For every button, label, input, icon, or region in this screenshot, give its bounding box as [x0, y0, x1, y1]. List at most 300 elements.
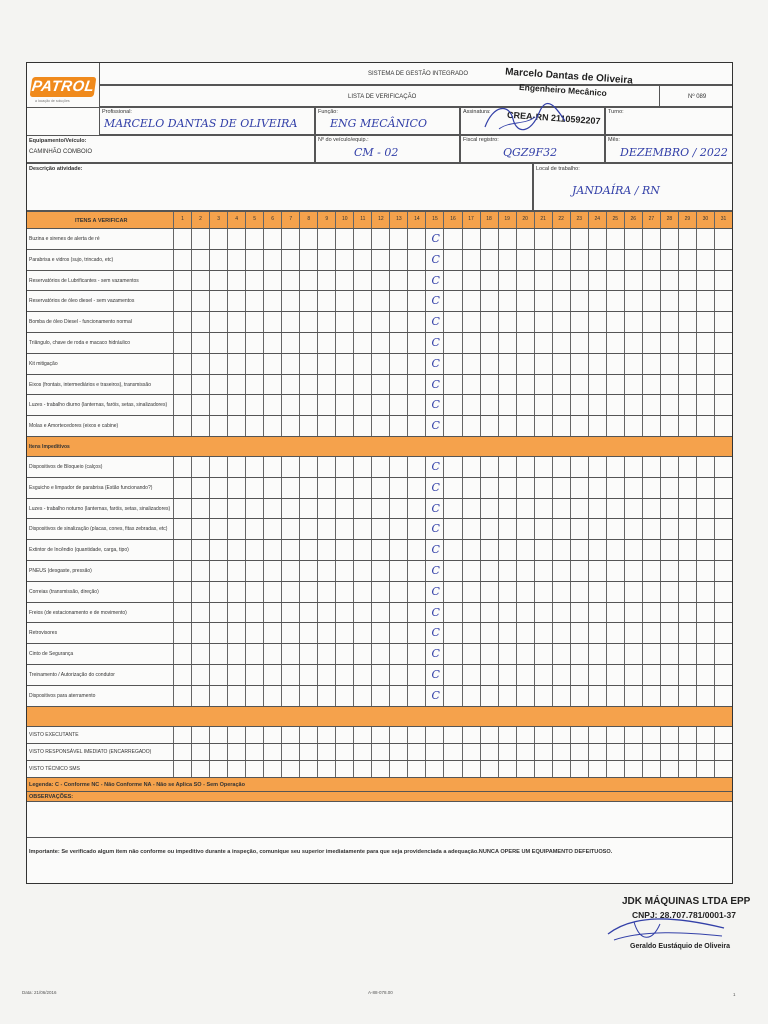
day-cell[interactable] — [714, 603, 732, 623]
day-cell[interactable] — [498, 416, 516, 436]
day-cell[interactable] — [588, 457, 606, 477]
day-cell[interactable] — [389, 312, 407, 332]
day-cell[interactable] — [516, 250, 534, 270]
day-cell[interactable] — [389, 291, 407, 311]
day-cell[interactable] — [263, 582, 281, 602]
day-cell[interactable] — [389, 416, 407, 436]
day-cell[interactable] — [462, 354, 480, 374]
day-cell[interactable] — [624, 623, 642, 643]
day-cell[interactable] — [371, 561, 389, 581]
day-cell[interactable] — [696, 395, 714, 415]
day-cell[interactable] — [443, 250, 461, 270]
day-cell[interactable] — [714, 686, 732, 706]
day-cell[interactable] — [281, 291, 299, 311]
day-cell[interactable] — [245, 457, 263, 477]
day-cell[interactable] — [173, 519, 191, 539]
day-cell[interactable] — [173, 603, 191, 623]
day-cell[interactable] — [696, 727, 714, 743]
day-cell[interactable] — [245, 354, 263, 374]
day-cell[interactable] — [245, 561, 263, 581]
day-cell[interactable] — [588, 761, 606, 777]
day-cell[interactable] — [714, 271, 732, 291]
day-cell[interactable] — [173, 354, 191, 374]
day-cell[interactable] — [425, 603, 443, 623]
day-cell[interactable] — [245, 582, 263, 602]
day-cell[interactable] — [317, 686, 335, 706]
day-cell[interactable] — [498, 375, 516, 395]
day-cell[interactable] — [570, 229, 588, 249]
day-cell[interactable] — [371, 519, 389, 539]
day-cell[interactable] — [263, 623, 281, 643]
day-cell[interactable] — [642, 229, 660, 249]
day-cell[interactable] — [335, 312, 353, 332]
day-cell[interactable] — [480, 519, 498, 539]
day-cell[interactable] — [389, 561, 407, 581]
day-cell[interactable] — [191, 686, 209, 706]
day-cell[interactable] — [516, 416, 534, 436]
day-cell[interactable] — [624, 291, 642, 311]
day-cell[interactable] — [245, 519, 263, 539]
day-cell[interactable] — [714, 540, 732, 560]
day-cell[interactable] — [245, 499, 263, 519]
day-cell[interactable] — [516, 665, 534, 685]
day-cell[interactable] — [353, 416, 371, 436]
day-cell[interactable] — [516, 291, 534, 311]
day-cell[interactable] — [407, 312, 425, 332]
day-cell[interactable] — [407, 561, 425, 581]
day-cell[interactable] — [660, 291, 678, 311]
day-cell[interactable] — [263, 499, 281, 519]
day-cell[interactable] — [425, 519, 443, 539]
day-cell[interactable] — [480, 686, 498, 706]
day-cell[interactable] — [678, 540, 696, 560]
day-cell[interactable] — [227, 312, 245, 332]
day-cell[interactable] — [552, 478, 570, 498]
day-cell[interactable] — [209, 416, 227, 436]
day-cell[interactable] — [570, 603, 588, 623]
day-cell[interactable] — [209, 457, 227, 477]
day-cell[interactable] — [660, 540, 678, 560]
day-cell[interactable] — [480, 312, 498, 332]
day-cell[interactable] — [281, 623, 299, 643]
day-cell[interactable] — [570, 744, 588, 760]
day-cell[interactable] — [425, 727, 443, 743]
day-cell[interactable] — [570, 519, 588, 539]
day-cell[interactable] — [299, 354, 317, 374]
day-cell[interactable] — [570, 727, 588, 743]
day-cell[interactable] — [552, 582, 570, 602]
day-cell[interactable] — [263, 519, 281, 539]
day-cell[interactable] — [227, 416, 245, 436]
day-cell[interactable] — [714, 333, 732, 353]
day-cell[interactable] — [317, 271, 335, 291]
day-cell[interactable] — [407, 519, 425, 539]
day-cell[interactable] — [462, 499, 480, 519]
day-cell[interactable] — [335, 665, 353, 685]
day-cell[interactable] — [516, 561, 534, 581]
day-cell[interactable] — [696, 519, 714, 539]
day-cell[interactable] — [624, 478, 642, 498]
day-cell[interactable] — [678, 416, 696, 436]
day-cell[interactable] — [588, 727, 606, 743]
day-cell[interactable] — [588, 312, 606, 332]
day-cell[interactable] — [534, 457, 552, 477]
day-cell[interactable] — [696, 375, 714, 395]
day-cell[interactable] — [317, 665, 335, 685]
day-cell[interactable] — [606, 761, 624, 777]
day-cell[interactable] — [534, 499, 552, 519]
day-cell[interactable] — [606, 229, 624, 249]
day-cell[interactable] — [353, 519, 371, 539]
day-cell[interactable] — [642, 271, 660, 291]
day-cell[interactable] — [642, 333, 660, 353]
day-cell[interactable] — [191, 499, 209, 519]
day-cell[interactable] — [534, 582, 552, 602]
day-cell[interactable] — [209, 519, 227, 539]
day-cell[interactable] — [678, 395, 696, 415]
day-cell[interactable] — [317, 291, 335, 311]
day-cell[interactable] — [678, 499, 696, 519]
day-cell[interactable] — [281, 416, 299, 436]
day-cell[interactable] — [407, 686, 425, 706]
day-cell[interactable] — [552, 291, 570, 311]
day-cell[interactable] — [443, 395, 461, 415]
day-cell[interactable] — [714, 727, 732, 743]
day-cell[interactable] — [317, 582, 335, 602]
day-cell[interactable] — [678, 312, 696, 332]
day-cell[interactable] — [696, 291, 714, 311]
day-cell[interactable] — [714, 478, 732, 498]
day-cell[interactable] — [299, 665, 317, 685]
day-cell[interactable] — [588, 644, 606, 664]
day-cell[interactable] — [173, 761, 191, 777]
day-cell[interactable] — [425, 478, 443, 498]
day-cell[interactable] — [407, 478, 425, 498]
day-cell[interactable] — [281, 229, 299, 249]
day-cell[interactable] — [299, 416, 317, 436]
day-cell[interactable] — [516, 519, 534, 539]
day-cell[interactable] — [209, 229, 227, 249]
day-cell[interactable] — [606, 291, 624, 311]
day-cell[interactable] — [245, 291, 263, 311]
day-cell[interactable] — [173, 744, 191, 760]
day-cell[interactable] — [425, 665, 443, 685]
day-cell[interactable] — [299, 727, 317, 743]
day-cell[interactable] — [209, 561, 227, 581]
day-cell[interactable] — [335, 395, 353, 415]
day-cell[interactable] — [407, 291, 425, 311]
day-cell[interactable] — [227, 375, 245, 395]
day-cell[interactable] — [173, 375, 191, 395]
day-cell[interactable] — [299, 540, 317, 560]
day-cell[interactable] — [245, 744, 263, 760]
day-cell[interactable] — [714, 744, 732, 760]
day-cell[interactable] — [588, 744, 606, 760]
day-cell[interactable] — [281, 644, 299, 664]
day-cell[interactable] — [552, 499, 570, 519]
day-cell[interactable] — [480, 291, 498, 311]
day-cell[interactable] — [263, 312, 281, 332]
day-cell[interactable] — [227, 395, 245, 415]
day-cell[interactable] — [173, 727, 191, 743]
day-cell[interactable] — [462, 561, 480, 581]
day-cell[interactable] — [263, 644, 281, 664]
day-cell[interactable] — [516, 582, 534, 602]
day-cell[interactable] — [191, 744, 209, 760]
day-cell[interactable] — [570, 312, 588, 332]
day-cell[interactable] — [245, 416, 263, 436]
day-cell[interactable] — [570, 540, 588, 560]
day-cell[interactable] — [353, 582, 371, 602]
day-cell[interactable] — [263, 271, 281, 291]
day-cell[interactable] — [299, 519, 317, 539]
day-cell[interactable] — [480, 603, 498, 623]
day-cell[interactable] — [245, 603, 263, 623]
day-cell[interactable] — [642, 457, 660, 477]
day-cell[interactable] — [642, 478, 660, 498]
day-cell[interactable] — [317, 457, 335, 477]
day-cell[interactable] — [335, 644, 353, 664]
day-cell[interactable] — [389, 271, 407, 291]
day-cell[interactable] — [588, 271, 606, 291]
day-cell[interactable] — [227, 478, 245, 498]
day-cell[interactable] — [516, 744, 534, 760]
day-cell[interactable] — [462, 375, 480, 395]
day-cell[interactable] — [624, 250, 642, 270]
day-cell[interactable] — [281, 761, 299, 777]
day-cell[interactable] — [425, 291, 443, 311]
day-cell[interactable] — [462, 761, 480, 777]
day-cell[interactable] — [696, 744, 714, 760]
day-cell[interactable] — [191, 665, 209, 685]
day-cell[interactable] — [299, 623, 317, 643]
day-cell[interactable] — [245, 229, 263, 249]
day-cell[interactable] — [443, 354, 461, 374]
day-cell[interactable] — [371, 375, 389, 395]
day-cell[interactable] — [642, 291, 660, 311]
day-cell[interactable] — [209, 250, 227, 270]
day-cell[interactable] — [317, 519, 335, 539]
day-cell[interactable] — [462, 478, 480, 498]
day-cell[interactable] — [353, 250, 371, 270]
day-cell[interactable] — [660, 478, 678, 498]
day-cell[interactable] — [552, 540, 570, 560]
day-cell[interactable] — [552, 519, 570, 539]
day-cell[interactable] — [498, 603, 516, 623]
day-cell[interactable] — [299, 312, 317, 332]
day-cell[interactable] — [642, 582, 660, 602]
day-cell[interactable] — [696, 665, 714, 685]
day-cell[interactable] — [335, 623, 353, 643]
day-cell[interactable] — [407, 416, 425, 436]
day-cell[interactable] — [443, 582, 461, 602]
day-cell[interactable] — [191, 229, 209, 249]
day-cell[interactable] — [353, 686, 371, 706]
day-cell[interactable] — [534, 623, 552, 643]
day-cell[interactable] — [407, 499, 425, 519]
day-cell[interactable] — [173, 312, 191, 332]
day-cell[interactable] — [660, 416, 678, 436]
day-cell[interactable] — [173, 271, 191, 291]
day-cell[interactable] — [263, 229, 281, 249]
day-cell[interactable] — [299, 395, 317, 415]
day-cell[interactable] — [209, 727, 227, 743]
day-cell[interactable] — [696, 250, 714, 270]
day-cell[interactable] — [714, 457, 732, 477]
day-cell[interactable] — [534, 333, 552, 353]
day-cell[interactable] — [606, 312, 624, 332]
day-cell[interactable] — [407, 603, 425, 623]
day-cell[interactable] — [588, 499, 606, 519]
day-cell[interactable] — [353, 478, 371, 498]
day-cell[interactable] — [498, 229, 516, 249]
day-cell[interactable] — [480, 744, 498, 760]
day-cell[interactable] — [570, 416, 588, 436]
day-cell[interactable] — [516, 686, 534, 706]
day-cell[interactable] — [498, 457, 516, 477]
day-cell[interactable] — [371, 744, 389, 760]
day-cell[interactable] — [624, 686, 642, 706]
day-cell[interactable] — [263, 416, 281, 436]
day-cell[interactable] — [407, 333, 425, 353]
day-cell[interactable] — [353, 271, 371, 291]
day-cell[interactable] — [624, 333, 642, 353]
day-cell[interactable] — [696, 603, 714, 623]
day-cell[interactable] — [498, 395, 516, 415]
day-cell[interactable] — [299, 250, 317, 270]
day-cell[interactable] — [660, 603, 678, 623]
day-cell[interactable] — [642, 519, 660, 539]
day-cell[interactable] — [606, 271, 624, 291]
day-cell[interactable] — [678, 561, 696, 581]
day-cell[interactable] — [642, 354, 660, 374]
day-cell[interactable] — [624, 519, 642, 539]
day-cell[interactable] — [696, 686, 714, 706]
day-cell[interactable] — [606, 395, 624, 415]
day-cell[interactable] — [371, 250, 389, 270]
day-cell[interactable] — [714, 499, 732, 519]
day-cell[interactable] — [407, 395, 425, 415]
day-cell[interactable] — [588, 540, 606, 560]
day-cell[interactable] — [443, 291, 461, 311]
day-cell[interactable] — [425, 250, 443, 270]
day-cell[interactable] — [209, 744, 227, 760]
day-cell[interactable] — [606, 375, 624, 395]
day-cell[interactable] — [480, 665, 498, 685]
day-cell[interactable] — [425, 354, 443, 374]
day-cell[interactable] — [317, 761, 335, 777]
day-cell[interactable] — [588, 291, 606, 311]
day-cell[interactable] — [425, 623, 443, 643]
day-cell[interactable] — [480, 457, 498, 477]
day-cell[interactable] — [606, 582, 624, 602]
day-cell[interactable] — [443, 686, 461, 706]
day-cell[interactable] — [624, 665, 642, 685]
day-cell[interactable] — [443, 271, 461, 291]
day-cell[interactable] — [498, 644, 516, 664]
day-cell[interactable] — [371, 727, 389, 743]
day-cell[interactable] — [281, 727, 299, 743]
day-cell[interactable] — [227, 644, 245, 664]
day-cell[interactable] — [299, 686, 317, 706]
day-cell[interactable] — [317, 250, 335, 270]
day-cell[interactable] — [534, 375, 552, 395]
day-cell[interactable] — [588, 354, 606, 374]
day-cell[interactable] — [389, 333, 407, 353]
day-cell[interactable] — [227, 582, 245, 602]
day-cell[interactable] — [443, 665, 461, 685]
day-cell[interactable] — [317, 644, 335, 664]
day-cell[interactable] — [335, 375, 353, 395]
day-cell[interactable] — [624, 727, 642, 743]
day-cell[interactable] — [353, 229, 371, 249]
day-cell[interactable] — [389, 540, 407, 560]
day-cell[interactable] — [498, 540, 516, 560]
day-cell[interactable] — [263, 744, 281, 760]
day-cell[interactable] — [173, 229, 191, 249]
day-cell[interactable] — [678, 229, 696, 249]
day-cell[interactable] — [570, 291, 588, 311]
day-cell[interactable] — [191, 333, 209, 353]
day-cell[interactable] — [209, 499, 227, 519]
day-cell[interactable] — [317, 375, 335, 395]
day-cell[interactable] — [389, 395, 407, 415]
day-cell[interactable] — [263, 457, 281, 477]
day-cell[interactable] — [696, 312, 714, 332]
day-cell[interactable] — [498, 333, 516, 353]
day-cell[interactable] — [660, 519, 678, 539]
day-cell[interactable] — [552, 333, 570, 353]
day-cell[interactable] — [263, 333, 281, 353]
day-cell[interactable] — [263, 540, 281, 560]
day-cell[interactable] — [678, 761, 696, 777]
day-cell[interactable] — [516, 457, 534, 477]
day-cell[interactable] — [642, 499, 660, 519]
day-cell[interactable] — [696, 561, 714, 581]
day-cell[interactable] — [462, 333, 480, 353]
day-cell[interactable] — [498, 561, 516, 581]
day-cell[interactable] — [443, 499, 461, 519]
day-cell[interactable] — [245, 250, 263, 270]
day-cell[interactable] — [678, 665, 696, 685]
day-cell[interactable] — [425, 395, 443, 415]
day-cell[interactable] — [642, 603, 660, 623]
day-cell[interactable] — [480, 395, 498, 415]
day-cell[interactable] — [606, 519, 624, 539]
day-cell[interactable] — [353, 312, 371, 332]
day-cell[interactable] — [642, 312, 660, 332]
day-cell[interactable] — [281, 499, 299, 519]
day-cell[interactable] — [371, 291, 389, 311]
day-cell[interactable] — [443, 744, 461, 760]
day-cell[interactable] — [462, 623, 480, 643]
day-cell[interactable] — [245, 395, 263, 415]
day-cell[interactable] — [173, 623, 191, 643]
day-cell[interactable] — [317, 540, 335, 560]
day-cell[interactable] — [389, 478, 407, 498]
day-cell[interactable] — [570, 686, 588, 706]
day-cell[interactable] — [353, 540, 371, 560]
day-cell[interactable] — [480, 229, 498, 249]
day-cell[interactable] — [209, 291, 227, 311]
day-cell[interactable] — [299, 229, 317, 249]
day-cell[interactable] — [678, 686, 696, 706]
day-cell[interactable] — [443, 603, 461, 623]
day-cell[interactable] — [389, 582, 407, 602]
day-cell[interactable] — [462, 603, 480, 623]
day-cell[interactable] — [660, 665, 678, 685]
day-cell[interactable] — [534, 761, 552, 777]
